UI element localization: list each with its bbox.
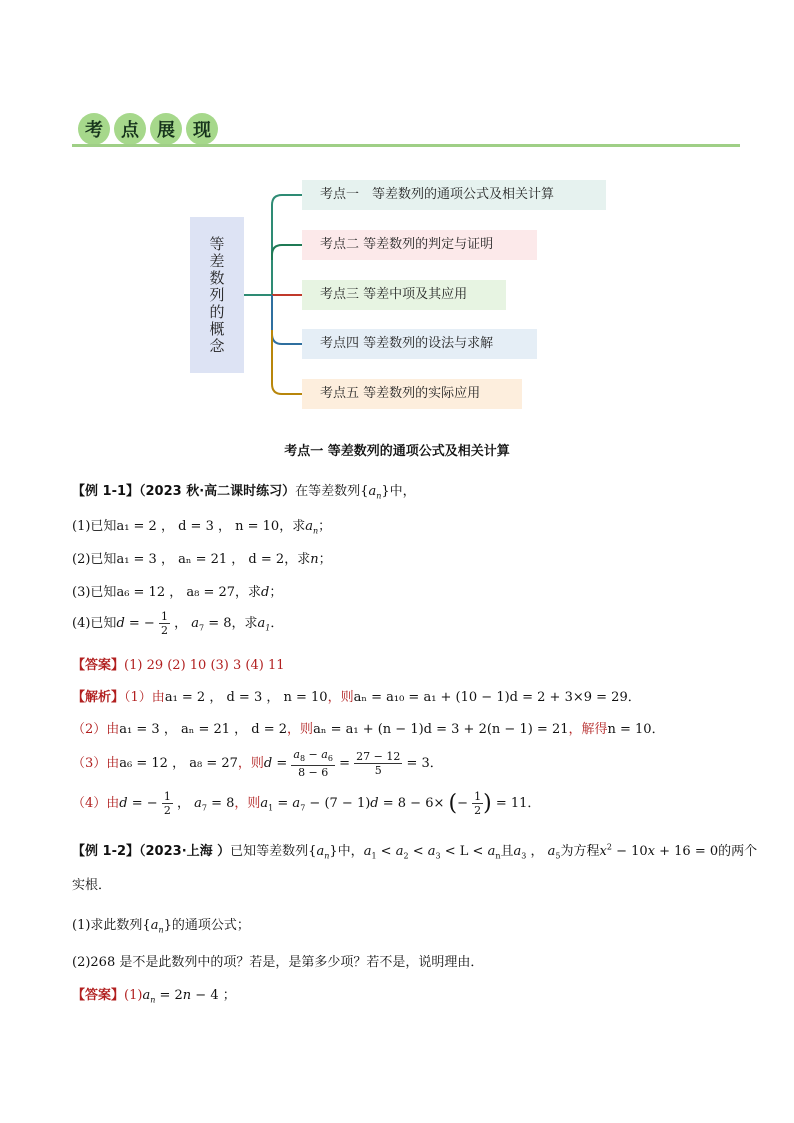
q-num: (2) — [72, 552, 91, 567]
q-expr: a₁ = 3 ， aₙ = 21 ， d = 2 — [116, 552, 285, 567]
example-source: （2023 秋·高二课时练习） — [139, 484, 296, 499]
example-text: 的两个 — [718, 844, 758, 859]
q-expr: a₆ = 12 ， a₈ = 27 — [116, 585, 236, 600]
header-char: 点 — [114, 113, 146, 145]
q-target: $a_1$ — [257, 616, 271, 633]
mindmap-root — [190, 217, 244, 373]
s-ze: ，则 — [287, 722, 314, 737]
s-expr: a₁ = 3 ， aₙ = 21 ， d = 2 — [119, 722, 288, 737]
answer-num: (1) — [124, 988, 143, 1003]
inequality-expr: $a_1 < a_2 < a_3 < L < a_n$ — [363, 844, 501, 861]
q-text: 已知 — [90, 616, 117, 631]
s-you: 由 — [106, 796, 120, 811]
example-text: 中， — [337, 844, 364, 859]
example-text: 已知等差数列 — [230, 844, 309, 859]
question-2 — [72, 548, 332, 567]
equation-expr: $x^2 - 10x + 16 = 0$ — [599, 842, 719, 859]
q-text: 已知 — [90, 552, 117, 567]
s-expr-frac: d = $\frac{a_8 - a_6}{8 - 6}$ = $\frac{27 - 12}{5}$ = 3 — [263, 748, 430, 780]
example-source: （2023·上海 ） — [139, 844, 231, 859]
s-expr: d = − $\frac{1}{2}$ ， $a_7 = 8$ — [119, 790, 235, 817]
s-you: 由 — [106, 722, 120, 737]
q-text: 已知 — [90, 519, 117, 534]
answer-values: (1) 29 (2) 10 (3) 3 (4) 11 — [124, 658, 285, 673]
q-end: ； — [318, 519, 332, 534]
seq-symbol: $\{a_n\}$ — [142, 918, 172, 935]
answer-expr: $a_n = 2n - 4$ ； — [142, 988, 236, 1005]
header-char: 考 — [78, 113, 110, 145]
solution-4 — [72, 790, 540, 817]
example-label: 【例 1-2】 — [72, 844, 140, 859]
s-num: （2） — [72, 722, 107, 737]
seq-symbol: $\{a_n\}$ — [308, 844, 338, 861]
q-target: $a_n$ — [305, 519, 319, 536]
s-ze: ，则 — [237, 756, 264, 772]
solution-3 — [72, 748, 443, 779]
solution-1 — [72, 686, 641, 705]
analysis-label: 【解析】 — [72, 690, 125, 705]
answer-label: 【答案】 — [72, 658, 125, 673]
q-text: ，求 — [284, 552, 311, 567]
s-jiede: ，解得 — [568, 722, 608, 737]
s-expr: a₁ = 2 ， d = 3 ， n = 10 — [164, 690, 328, 705]
answer-1 — [72, 654, 285, 673]
s-ze: ，则 — [327, 690, 354, 705]
q-expr: d = − $\frac{1}{2}$ ， $a_7 = 8$ — [116, 610, 232, 637]
s-expr: aₙ = a₁₀ = a₁ + (10 − 1)d = 2 + 3×9 = 29 — [353, 690, 628, 705]
s-you: 由 — [151, 690, 165, 705]
example-2-header — [72, 840, 757, 861]
q-num: (3) — [72, 585, 91, 600]
mindmap-node-3: 考点三 等差中项及其应用 — [302, 280, 506, 310]
solution-2 — [72, 718, 665, 737]
example-text: 且 — [500, 844, 514, 859]
mindmap-root-label: 等差数列的概念 — [207, 235, 226, 355]
roots-expr: $a_3$ ， $a_5$ — [513, 844, 561, 861]
connector-2 — [272, 245, 302, 260]
mindmap-node-4: 考点四 等差数列的设法与求解 — [302, 329, 537, 359]
mindmap-node-5: 考点五 等差数列的实际应用 — [302, 379, 522, 409]
q-target: d — [261, 585, 270, 600]
example-label: 【例 1-1】 — [72, 484, 140, 499]
example-text: 为方程 — [560, 844, 600, 859]
s-end: ． — [429, 756, 443, 772]
s-expr: n = 10 — [607, 722, 652, 737]
q-text: ，求 — [235, 585, 262, 600]
q-end: ． — [270, 616, 284, 631]
section-title: 考点一 等差数列的通项公式及相关计算 — [284, 444, 510, 459]
question-4 — [72, 610, 283, 637]
mindmap-node-1: 考点一 等差数列的通项公式及相关计算 — [302, 180, 606, 210]
mindmap-connectors — [0, 0, 794, 430]
s-end: ． — [627, 690, 641, 705]
q-end: ； — [269, 585, 283, 600]
q-target: n — [310, 552, 319, 567]
s-you: 由 — [106, 756, 120, 772]
q-text: (1)求此数列 — [72, 918, 143, 933]
example-2-cont: 实根． — [72, 878, 112, 893]
q-num: (4) — [72, 616, 91, 631]
question-1 — [72, 515, 331, 536]
s-num: （1） — [124, 690, 152, 705]
answer-2 — [72, 984, 236, 1005]
answer-label: 【答案】 — [72, 988, 125, 1003]
header-char: 展 — [150, 113, 182, 145]
connector-4 — [272, 295, 302, 344]
example-intro-end: 中， — [389, 484, 416, 499]
q-num: (1) — [72, 519, 91, 534]
q-text: ，求 — [231, 616, 258, 631]
s-num: （3） — [72, 756, 107, 772]
connector-5 — [272, 330, 302, 394]
s-num: （4） — [72, 796, 107, 811]
s-end: ． — [651, 722, 665, 737]
mindmap-node-2: 考点二 等差数列的判定与证明 — [302, 230, 537, 260]
q-text: ，求 — [279, 519, 306, 534]
example-intro: 在等差数列 — [295, 484, 361, 499]
example-1-header — [72, 480, 416, 501]
s-expr: aₙ = a₁ + (n − 1)d = 3 + 2(n − 1) = 21 — [313, 722, 569, 737]
seq-symbol: $\{a_n\}$ — [360, 484, 390, 501]
question-3 — [72, 581, 282, 600]
s-ze: ，则 — [234, 796, 261, 811]
s-expr: $a_1 = a_7 - (7 - 1)d = 8 - 6\times$ (− $\frac{1}{2}$ ) = 11 — [260, 790, 528, 817]
q-end: ； — [318, 552, 332, 567]
example-2-q2: (2)268 是不是此数列中的项？若是，是第多少项？若不是，说明理由． — [72, 955, 484, 970]
q-expr: a₁ = 2 ， d = 3 ， n = 10 — [116, 519, 280, 534]
s-end: ． — [527, 796, 541, 811]
s-expr: a₆ = 12 ， a₈ = 27 — [119, 756, 238, 772]
q-text: 的通项公式； — [171, 918, 250, 933]
header-char: 现 — [186, 113, 218, 145]
q-text: 已知 — [90, 585, 117, 600]
example-2-q1 — [72, 914, 250, 935]
